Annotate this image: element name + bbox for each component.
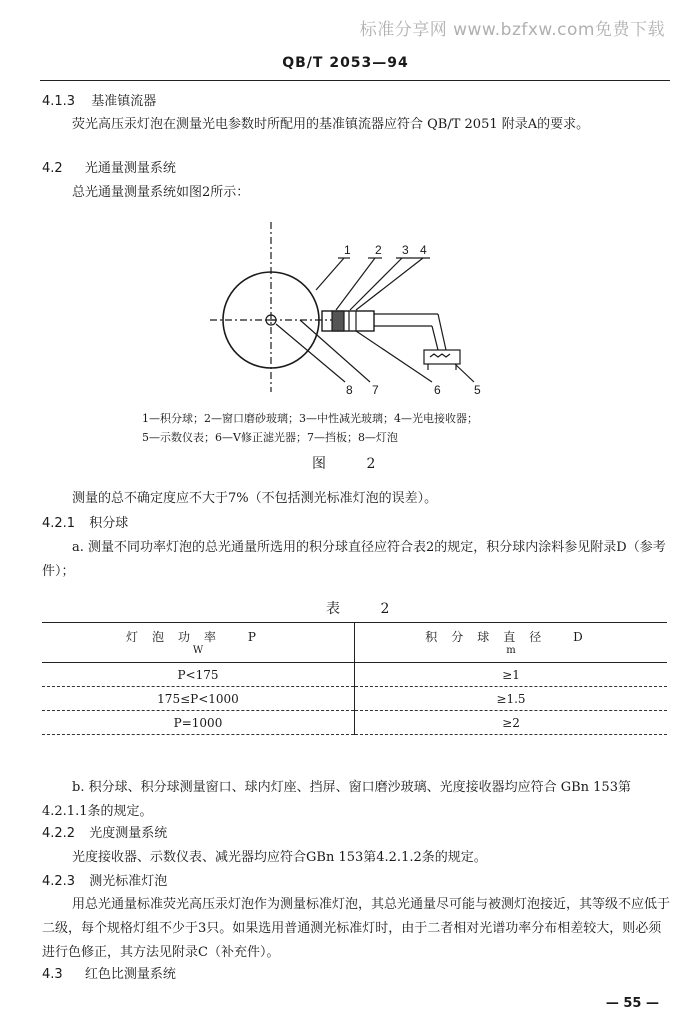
window-tube [322, 311, 374, 331]
section-number: 4.2 [42, 161, 63, 176]
fig-label-8: 8 [346, 383, 353, 397]
table-cell-diameter: ≥1 [355, 663, 668, 687]
header-unit-w: W [192, 645, 204, 656]
section-title: 光通量测量系统 [84, 161, 176, 176]
section-4-2-1-heading [42, 515, 128, 532]
section-number: 4.3 [42, 967, 63, 982]
figure-number: 图 2 [312, 456, 394, 472]
table-row [42, 687, 667, 711]
paragraph-4-2-1-a: a. 测量不同功率灯泡的总光通量所选用的积分球直径应符合表2的规定，积分球内涂料参见附录D（参考件）； [42, 540, 666, 579]
paragraph-4-2-1-b: b. 积分球、积分球测量窗口、球内灯座、挡屏、窗口磨沙玻璃、光度接收器均应符合 GBn 153第4.2.1.1条的规定。 [42, 780, 631, 819]
paragraph-4-2: 总光通量测量系统如图2所示： [72, 185, 250, 200]
table-cell-power: 175≤P<1000 [42, 687, 355, 711]
filter-block [332, 311, 344, 331]
table-cell-diameter: ≥1.5 [355, 687, 668, 711]
figure-caption-line-1: 1—积分球；2—窗口磨砂玻璃；3—中性减光玻璃；4—光电接收器； [142, 412, 478, 425]
header-unit-m: m [506, 645, 516, 656]
table-2 [42, 622, 667, 735]
section-number: 4.2.2 [42, 826, 76, 841]
paragraph-4-2-3: 用总光通量标准荧光高压汞灯泡作为测量标准灯泡，其总光通量尽可能与被测灯泡接近，其等级不应低于二级，每个规格灯组不少于3只。如果选用普通测光标准灯时，由于二者相对光谱功率分布相差较大，则必须进行色修正，其方法见附录C（补充件）。 [42, 897, 671, 960]
fig-label-2: 2 [375, 243, 382, 257]
section-number: 4.1.3 [42, 94, 76, 109]
table-row [42, 711, 667, 735]
table-cell-diameter: ≥2 [355, 711, 668, 735]
table-cell-power: P<175 [42, 663, 355, 687]
table-row [42, 663, 667, 687]
page-number: — 55 — [605, 996, 659, 1011]
table-header-power: 灯泡功率 P W [42, 622, 355, 663]
fig-label-7: 7 [372, 383, 379, 397]
section-title: 红色比测量系统 [84, 967, 176, 982]
figure-caption-line-2: 5—示数仪表；6—V修正滤光器；7—挡板；8—灯泡 [142, 431, 398, 444]
watermark-text: 标准分享网 www.bzfxw.com免费下载 [359, 20, 665, 40]
section-number: 4.2.1 [42, 516, 76, 531]
fig-label-5: 5 [474, 383, 481, 397]
fig-label-3: 3 [402, 243, 409, 257]
section-title: 基准镇流器 [91, 94, 157, 109]
table-title: 表 2 [326, 601, 408, 617]
meter-instrument [424, 350, 460, 364]
section-title: 光度测量系统 [89, 826, 168, 841]
fig-label-4: 4 [420, 243, 427, 257]
fig-label-6: 6 [434, 383, 441, 397]
figure-2-diagram [0, 0, 691, 420]
paragraph-4-2-2: 光度接收器、示数仪表、减光器均应符合GBn 153第4.2.1.2条的规定。 [72, 850, 487, 865]
section-title: 积分球 [89, 516, 129, 531]
fig-label-1: 1 [344, 243, 351, 257]
standard-number: QB/T 2053—94 [282, 55, 409, 71]
table-cell-power: P=1000 [42, 711, 355, 735]
section-4-2-2-heading [42, 825, 167, 842]
section-number: 4.2.3 [42, 874, 76, 889]
paragraph-4-1-3: 荧光高压汞灯泡在测量光电参数时所配用的基准镇流器应符合 QB/T 2051 附录A的要求。 [72, 117, 590, 132]
paragraph-uncertainty: 测量的总不确定度应不大于7%（不包括测光标准灯泡的误差）。 [72, 491, 438, 506]
section-title: 测光标准灯泡 [89, 874, 168, 889]
section-4-2-3-heading [42, 873, 167, 890]
table-header-row [42, 622, 667, 663]
table-header-diameter: 积分球直径 D m [355, 622, 668, 663]
section-4-3-heading [42, 966, 176, 983]
